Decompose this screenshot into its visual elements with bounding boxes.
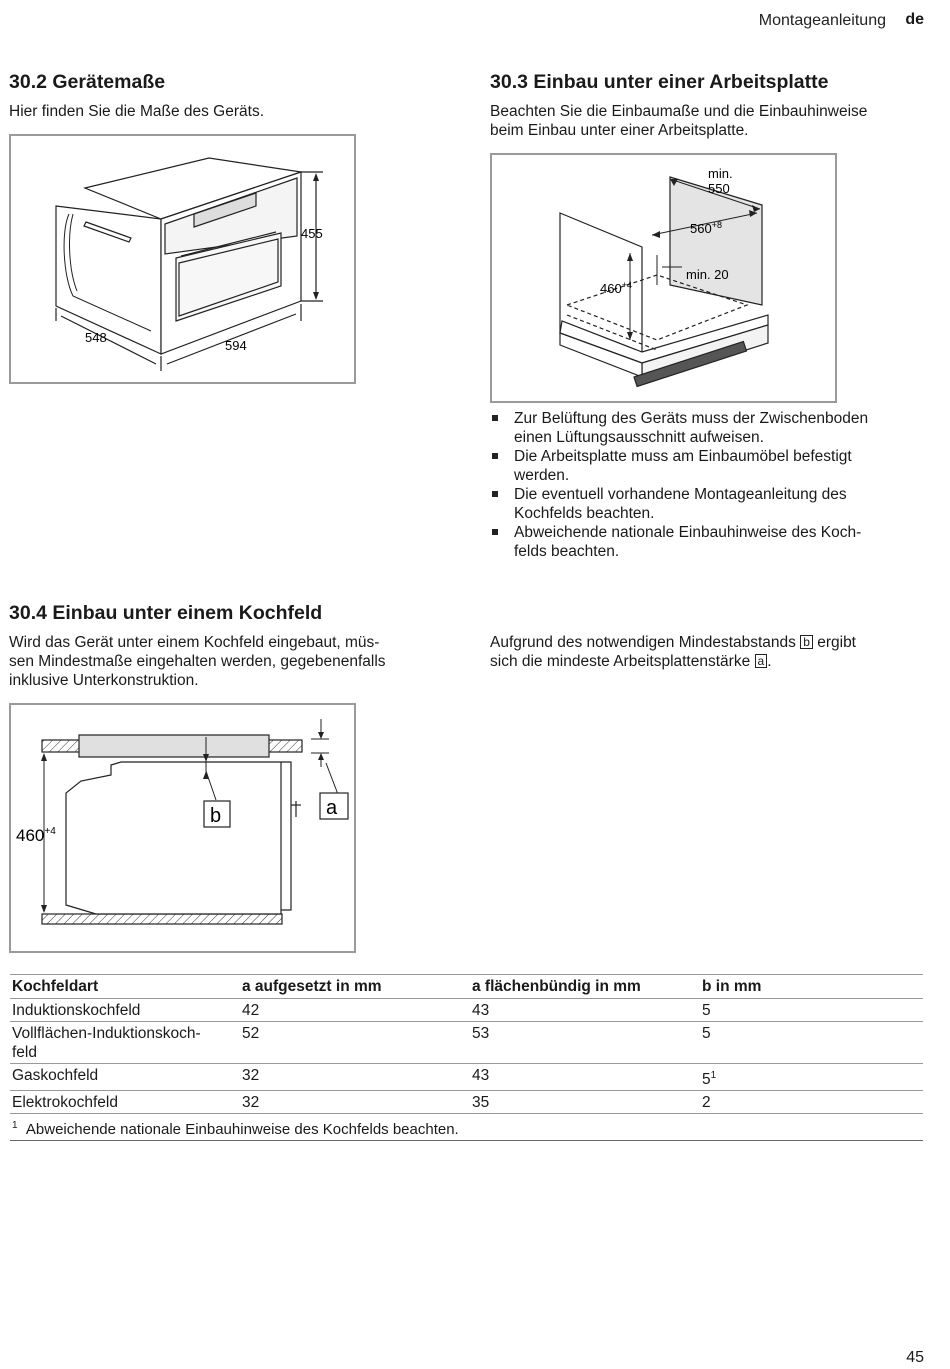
section-text-line	[490, 652, 856, 671]
section-text-30-3	[490, 102, 867, 140]
column-header: b in mm	[700, 975, 923, 999]
dim-height-label: 455	[301, 226, 323, 241]
cell-text: Induktionskochfeld	[12, 1002, 141, 1019]
section-title-30-2: 30.2 Gerätemaße	[9, 71, 166, 93]
dim-height-460-label	[16, 826, 56, 845]
hob-dimension-table	[10, 974, 923, 1141]
table-cell: 42	[240, 999, 470, 1022]
list-item-line: Abweichende nationale Einbauhinweise des Koch-	[514, 524, 862, 541]
dim-height-460-tolerance: +4	[44, 826, 56, 837]
list-item-line: felds beachten.	[514, 543, 620, 560]
column-header: a aufgesetzt in mm	[240, 975, 470, 999]
dim-width-560-value: 560	[690, 221, 712, 236]
bullet-square-icon	[492, 415, 498, 421]
figure-appliance-dimensions	[9, 134, 356, 384]
table-cell: 52	[240, 1022, 470, 1064]
list-item-line: Zur Belüftung des Geräts muss der Zwischenboden	[514, 410, 869, 427]
table-cell: 32	[240, 1064, 470, 1091]
section-text-line	[490, 633, 856, 652]
label-b: b	[210, 805, 222, 827]
section-text-line: inklusive Unterkonstruktion.	[9, 672, 199, 689]
cell-text: 5	[702, 1071, 711, 1089]
list-item	[490, 523, 930, 561]
column-header: a flächenbündig in mm	[470, 975, 700, 999]
figure-countertop-installation	[490, 153, 837, 403]
table-cell: 5	[700, 1022, 923, 1064]
section-text-30-3-line2: beim Einbau unter einer Arbeitsplatte.	[490, 122, 749, 139]
bullet-square-icon	[492, 529, 498, 535]
dim-gap-label: min. 20	[686, 267, 729, 282]
cell-text: feld	[12, 1044, 37, 1061]
running-header-language: de	[905, 11, 924, 28]
table-cell	[700, 1064, 923, 1091]
hob-installation-drawing	[11, 705, 354, 951]
table-cell: 32	[240, 1091, 470, 1114]
cell-text: Vollflächen-Induktionskoch-	[12, 1025, 201, 1042]
section-text-line: sen Mindestmaße eingehalten werden, gegebenenfalls	[9, 653, 386, 670]
section-title-30-3: 30.3 Einbau unter einer Arbeitsplatte	[490, 71, 829, 93]
table-cell: 53	[470, 1022, 700, 1064]
table-cell-type	[10, 1064, 240, 1091]
list-item	[490, 447, 930, 485]
list-item-line: werden.	[514, 467, 570, 484]
list-item	[490, 409, 930, 447]
dim-width-560-tolerance: +8	[711, 220, 722, 230]
dim-height-460-tolerance: +4	[621, 280, 632, 290]
section-text-30-2: Hier finden Sie die Maße des Geräts.	[9, 103, 265, 120]
table-row	[10, 1022, 923, 1064]
section-text-30-3-line1: Beachten Sie die Einbaumaße und die Einbauhinweise	[490, 103, 868, 120]
table-footnote-row	[10, 1114, 923, 1141]
section-text-30-4-right	[490, 633, 856, 671]
cell-text: Gaskochfeld	[12, 1067, 99, 1084]
table-cell: 43	[470, 999, 700, 1022]
text-fragment: .	[767, 653, 772, 670]
reference-label-b: b	[800, 635, 813, 649]
list-item-line: Kochfelds beachten.	[514, 505, 655, 522]
bullet-square-icon	[492, 491, 498, 497]
dim-depth-550-label: 550	[708, 181, 730, 196]
list-item-line: einen Lüftungsausschnitt aufweisen.	[514, 429, 764, 446]
dim-depth-label: 548	[85, 330, 107, 345]
dim-height-460-value: 460	[600, 281, 622, 296]
table-cell-type	[10, 1022, 240, 1064]
figure-hob-installation	[9, 703, 356, 953]
table-cell-type	[10, 1091, 240, 1114]
page-number: 45	[906, 1349, 924, 1366]
list-item-line: Die Arbeitsplatte muss am Einbaumöbel befestigt	[514, 448, 852, 465]
table-footnote	[10, 1114, 923, 1141]
dim-min-label: min.	[708, 166, 733, 181]
table-row	[10, 1091, 923, 1114]
table-cell: 2	[700, 1091, 923, 1114]
section-text-line: Wird das Gerät unter einem Kochfeld eingebaut, müs-	[9, 634, 380, 651]
column-header: Kochfeldart	[10, 975, 240, 999]
footnote-text: Abweichende nationale Einbauhinweise des Kochfelds beachten.	[25, 1121, 459, 1139]
table-header-row	[10, 975, 923, 999]
section-title-30-4: 30.4 Einbau unter einem Kochfeld	[9, 602, 323, 624]
table-row	[10, 999, 923, 1022]
table-cell: 43	[470, 1064, 700, 1091]
countertop-installation-drawing	[492, 155, 835, 401]
table-row	[10, 1064, 923, 1091]
dim-height-460-value: 460	[16, 826, 45, 845]
installation-notes-list	[490, 409, 930, 561]
label-a: a	[326, 797, 338, 819]
footnote-mark: 1	[12, 1120, 18, 1132]
list-item	[490, 485, 930, 523]
list-item-line: Die eventuell vorhandene Montageanleitung des	[514, 486, 847, 503]
table-cell-type	[10, 999, 240, 1022]
bullet-square-icon	[492, 453, 498, 459]
dim-width-label: 594	[225, 338, 247, 353]
table-cell: 5	[700, 999, 923, 1022]
cell-text: Elektrokochfeld	[12, 1094, 118, 1112]
text-fragment: Aufgrund des notwendigen Mindestabstands	[490, 634, 796, 651]
text-fragment: sich die mindeste Arbeitsplattenstärke	[490, 653, 751, 670]
table-cell: 35	[470, 1091, 700, 1114]
footnote-reference: 1	[710, 1070, 717, 1081]
reference-label-a: a	[755, 654, 768, 668]
text-fragment: ergibt	[817, 634, 856, 651]
running-header-section: Montageanleitung	[758, 12, 886, 29]
section-text-30-4-left	[9, 633, 386, 690]
appliance-dimensions-drawing	[11, 136, 354, 382]
